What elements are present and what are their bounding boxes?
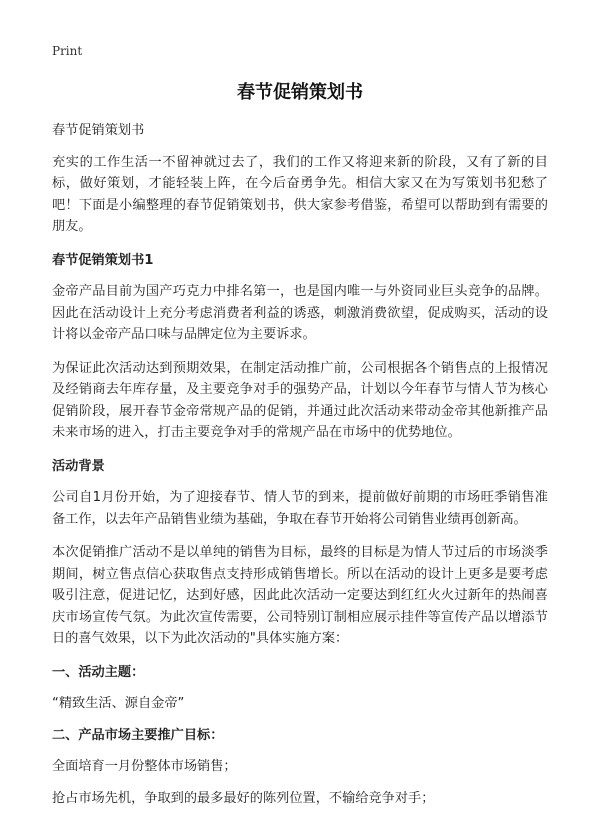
section-1-paragraph-1: 金帝产品目前为国产巧克力中排名第一，也是国内唯一与外资同业巨头竞争的品牌。因此在活动设计上充分考虑消费者利益的诱惑，刺激消费欲望，促成购买，活动的设计将以金帝产品口味与品牌定位为主要诉求。 (52, 284, 548, 342)
background-paragraph-2: 本次促销推广活动不是以单纯的销售为目标，最终的目标是为情人节过后的市场淡季期间，树立售点信心获取售点支持形成销售增长。所以在活动的设计上更多是要考虑吸引注意，促进记忆，达到好感，因此此次活动一定要达到红红火火过新年的热闹喜庆市场宣传气氛。为此次宣传需要，公司特别订制相应展示挂件等宣传产品以增添节日的喜气效果，以下为此次活动的"具体实施方案： (52, 545, 548, 646)
intro-paragraph: 充实的工作生活一不留神就过去了，我们的工作又将迎来新的阶段，又有了新的目标，做好策划，才能轻装上阵，在今后奋勇争先。相信大家又在为写策划书犯愁了吧！下面是小编整理的春节促销策划书，供大家参考借鉴，希望可以帮助到有需要的朋友。 (52, 154, 548, 234)
background-heading: 活动背景 (52, 458, 105, 474)
goal-item-1: 全面培育一月份整体市场销售； (52, 759, 237, 774)
page-title: 春节促销策划书 (237, 82, 363, 103)
section-1-paragraph-2: 为保证此次活动达到预期效果，在制定活动推广前，公司根据各个销售点的上报情况及经销商去年库存量，及主要竞争对手的强势产品，计划以今年春节与情人节为核心促销阶段，展开春节金帝常规产品的促销，并通过此次活动来带动金帝其他新推产品未来市场的进入，打击主要竞争对手的常规产品在市场中的优势地位。 (52, 360, 548, 440)
document-subtitle: 春节促销策划书 (52, 123, 145, 138)
goal-heading: 二、产品市场主要推广目标： (52, 727, 224, 743)
print-link[interactable]: Print (52, 44, 83, 58)
theme-text: “精致生活、源自金帝” (52, 696, 185, 711)
section-1-heading: 春节促销策划书1 (52, 252, 154, 268)
goal-item-2: 抢占市场先机，争取到的最多最好的陈列位置，不输给竞争对手； (52, 790, 435, 806)
document-body (52, 120, 548, 819)
background-paragraph-1: 公司自1月份开始，为了迎接春节、情人节的到来，提前做好前期的市场旺季销售准备工作，以去年产品销售业绩为基础，争取在春节开始将公司销售业绩再创新高。 (52, 490, 548, 527)
theme-heading: 一、活动主题： (52, 664, 145, 680)
